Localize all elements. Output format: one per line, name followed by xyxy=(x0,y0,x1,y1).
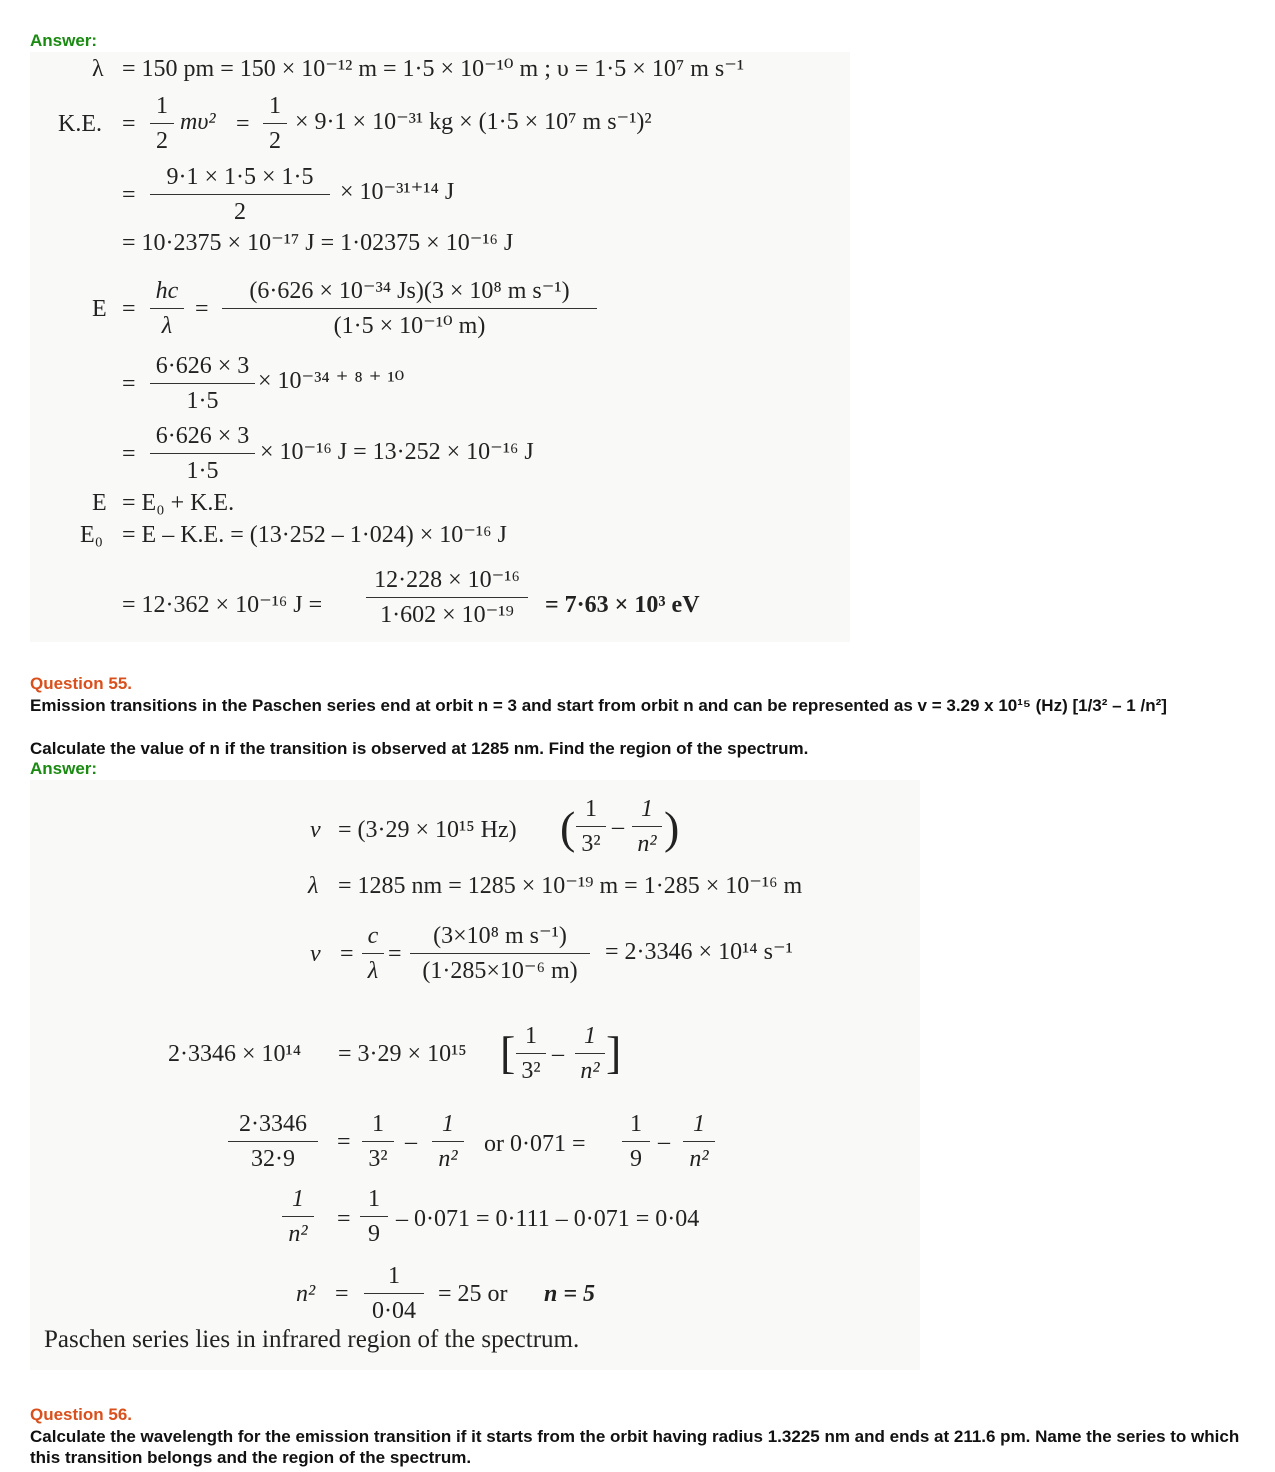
numerator: (6·626 × 10⁻³⁴ Js)(3 × 10⁸ m s⁻¹) xyxy=(249,278,570,304)
equals: = xyxy=(122,371,136,397)
eq-line-10: = 12·362 × 10⁻¹⁶ J = xyxy=(122,592,323,618)
fraction xyxy=(360,1185,388,1248)
denominator: n² xyxy=(580,1058,600,1084)
ke-label: K.E. xyxy=(58,111,102,137)
eq-line-5: or 0·071 = xyxy=(484,1131,586,1157)
numerator: 1 xyxy=(156,93,168,119)
bracket: ] xyxy=(606,1027,622,1078)
eq-line-7: × 10⁻¹⁶ J = 13·252 × 10⁻¹⁶ J xyxy=(260,439,534,465)
fraction xyxy=(576,795,606,858)
denominator: λ xyxy=(367,958,379,984)
equals: = xyxy=(337,1129,351,1155)
minus: – xyxy=(658,1129,670,1155)
answer-label: Answer: xyxy=(30,31,98,50)
question-56-label: Question 56. xyxy=(30,1405,133,1424)
eq-text: mυ² xyxy=(180,109,216,135)
equals: = xyxy=(195,296,209,322)
eq-line-4: = 3·29 × 10¹⁵ xyxy=(338,1041,467,1067)
denominator: 2 xyxy=(234,199,246,225)
symbol-lambda: λ xyxy=(92,56,104,82)
eq-line-1: = 150 pm = 150 × 10⁻¹² m = 1·5 × 10⁻¹⁰ m ; υ = 1·5 × 10⁷ m s⁻¹ xyxy=(122,56,745,82)
denominator: 3² xyxy=(581,831,601,857)
symbol-E: E xyxy=(92,296,107,322)
symbol-E: E xyxy=(92,490,107,516)
fraction xyxy=(683,1110,715,1173)
denominator: n² xyxy=(637,831,657,857)
numerator: 1 xyxy=(368,1186,380,1212)
equals: = xyxy=(340,941,354,967)
final-result: n = 5 xyxy=(544,1281,596,1307)
denominator: n² xyxy=(689,1146,709,1172)
denominator: (1·285×10⁻⁶ m) xyxy=(422,958,578,984)
minus: – xyxy=(612,814,624,840)
denominator: 1·5 xyxy=(186,458,219,484)
numerator: 1 xyxy=(388,1263,400,1289)
fraction xyxy=(362,922,384,985)
eq-line-1: = (3·29 × 10¹⁵ Hz) xyxy=(338,817,517,843)
fraction xyxy=(432,1110,464,1173)
numerator: 1 xyxy=(693,1111,705,1137)
fraction xyxy=(632,795,662,858)
symbol-lambda: λ xyxy=(308,873,319,899)
eq-line-2: × 9·1 × 10⁻³¹ kg × (1·5 × 10⁷ m s⁻¹)² xyxy=(295,109,652,135)
numerator: 1 xyxy=(584,1023,596,1049)
fraction xyxy=(362,1110,394,1173)
fraction xyxy=(282,1185,314,1248)
numerator: c xyxy=(367,923,379,949)
eq-line-2: = 1285 nm = 1285 × 10⁻¹⁹ m = 1·285 × 10⁻¹⁶ m xyxy=(338,873,803,899)
fraction xyxy=(222,277,597,340)
fraction xyxy=(150,92,174,155)
numerator: hc xyxy=(155,278,179,304)
fraction xyxy=(150,352,255,415)
eq-line-4-left: 2·3346 × 10¹⁴ xyxy=(168,1041,302,1067)
minus: – xyxy=(405,1129,417,1155)
denominator: 1·602 × 10⁻¹⁹ xyxy=(380,602,514,628)
denominator: λ xyxy=(161,313,173,339)
denominator: n² xyxy=(288,1221,308,1247)
final-result: = 7·63 × 10³ eV xyxy=(545,592,700,618)
fraction xyxy=(263,92,287,155)
numerator: 1 xyxy=(525,1023,537,1049)
minus: – xyxy=(552,1041,564,1067)
n-squared: n² xyxy=(296,1281,316,1307)
fraction xyxy=(366,566,528,629)
equals: = xyxy=(236,111,250,137)
conclusion-text: Paschen series lies in infrared region of the spectrum. xyxy=(44,1326,580,1353)
question-55-label: Question 55. xyxy=(30,674,133,693)
paren: ) xyxy=(664,802,680,853)
fraction xyxy=(516,1022,546,1085)
fraction xyxy=(575,1022,605,1085)
question-56-text: Calculate the wavelength for the emission transition if it starts from the orbit having radius 1.3225 nm and ends at 211.6 pm. Name the series to which this transition belongs and the region of the spectrum. xyxy=(30,1427,1240,1467)
denominator: 2 xyxy=(269,128,281,154)
numerator: 1 xyxy=(630,1111,642,1137)
numerator: 1 xyxy=(372,1111,384,1137)
denominator: 32·9 xyxy=(251,1146,295,1172)
fraction xyxy=(622,1110,650,1173)
denominator: 3² xyxy=(368,1146,388,1172)
numerator: 1 xyxy=(585,796,597,822)
equals: = xyxy=(337,1206,351,1232)
denominator: n² xyxy=(438,1146,458,1172)
denominator: 0·04 xyxy=(372,1298,416,1324)
numerator: 12·228 × 10⁻¹⁶ xyxy=(374,567,520,593)
numerator: 6·626 × 3 xyxy=(155,423,250,449)
symbol-E0: E₀ xyxy=(80,522,104,548)
fraction xyxy=(150,422,255,485)
paren: ( xyxy=(560,802,576,853)
symbol-nu: ν xyxy=(310,941,321,967)
question-55-text-2: Calculate the value of n if the transition is observed at 1285 nm. Find the region of the spectrum. xyxy=(30,739,809,758)
denominator: 9 xyxy=(368,1221,380,1247)
numerator: 1 xyxy=(641,796,653,822)
eq-line-6: – 0·071 = 0·111 – 0·071 = 0·04 xyxy=(396,1206,700,1232)
denominator: 9 xyxy=(630,1146,642,1172)
question-55-text: Emission transitions in the Paschen series end at orbit n = 3 and start from orbit n and can be represented as v = 3.29 x 10¹⁵ (Hz) [1/3² – 1 /n²] xyxy=(30,696,1167,715)
numerator: 1 xyxy=(292,1186,304,1212)
equals: = xyxy=(122,296,136,322)
symbol-nu: ν xyxy=(310,817,321,843)
equals: = xyxy=(122,441,136,467)
denominator: 2 xyxy=(156,128,168,154)
denominator: 1·5 xyxy=(186,388,219,414)
fraction xyxy=(150,277,184,340)
bracket: [ xyxy=(500,1027,516,1078)
eq-line-6: × 10⁻³⁴ ⁺ ⁸ ⁺ ¹⁰ xyxy=(258,368,405,394)
equals: = xyxy=(122,182,136,208)
eq-line-8: = E₀ + K.E. xyxy=(122,490,235,516)
equals: = xyxy=(335,1281,349,1307)
eq-line-4: = 10·2375 × 10⁻¹⁷ J = 1·02375 × 10⁻¹⁶ J xyxy=(122,230,514,256)
fraction xyxy=(150,163,330,226)
denominator: 3² xyxy=(521,1058,541,1084)
numerator: 9·1 × 1·5 × 1·5 xyxy=(166,164,314,190)
numerator: (3×10⁸ m s⁻¹) xyxy=(433,923,567,949)
fraction xyxy=(364,1262,424,1325)
answer-label: Answer: xyxy=(30,759,98,778)
fraction xyxy=(228,1110,318,1173)
numerator: 1 xyxy=(269,93,281,119)
denominator: (1·5 × 10⁻¹⁰ m) xyxy=(333,313,486,339)
fraction xyxy=(410,922,590,985)
eq-line-7: = 25 or xyxy=(438,1281,508,1307)
numerator: 1 xyxy=(442,1111,454,1137)
numerator: 2·3346 xyxy=(239,1111,307,1137)
equals: = xyxy=(122,111,136,137)
eq-line-9: = E – K.E. = (13·252 – 1·024) × 10⁻¹⁶ J xyxy=(122,522,507,548)
eq-line-3: × 10⁻³¹⁺¹⁴ J xyxy=(340,179,455,205)
eq-line-3: = 2·3346 × 10¹⁴ s⁻¹ xyxy=(605,939,793,965)
numerator: 6·626 × 3 xyxy=(155,353,250,379)
equals: = xyxy=(388,941,402,967)
